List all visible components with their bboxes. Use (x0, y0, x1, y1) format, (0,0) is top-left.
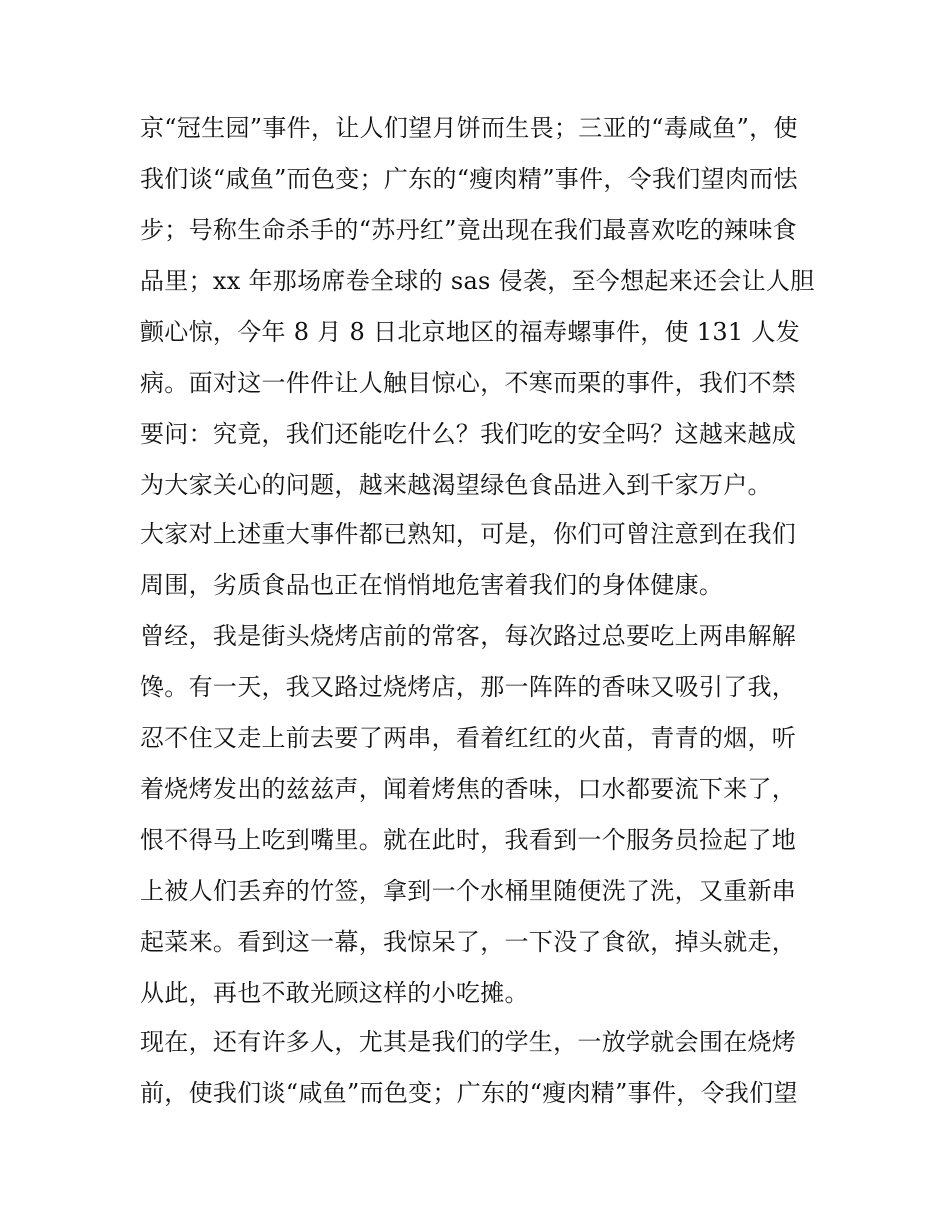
text-line: 京“冠生园”事件，让人们望月饼而生畏；三亚的“毒咸鱼”，使 (140, 114, 798, 142)
text-line: 周围，劣质食品也正在悄悄地危害着我们的身体健康。 (140, 571, 724, 599)
text-line: 要问：究竟，我们还能吃什么？我们吃的安全吗？这越来越成 (140, 420, 797, 448)
text-line: 现在，还有许多人，尤其是我们的学生，一放学就会围在烧烤 (140, 1028, 797, 1056)
text-line: 忍不住又走上前去要了两串，看着红红的火苗，青青的烟，听 (140, 724, 797, 752)
text-line: 恨不得马上吃到嘴里。就在此时，我看到一个服务员捡起了地 (140, 826, 797, 854)
text-line: 馋。有一天，我又路过烧烤店，那一阵阵的香味又吸引了我， (140, 673, 797, 701)
text-line: 为大家关心的问题，越来越渴望绿色食品进入到千家万户。 (140, 471, 772, 499)
text-line: 着烧烤发出的兹兹声，闻着烤焦的香味，口水都要流下来了， (140, 775, 797, 803)
text-line: 起菜来。看到这一幕，我惊呆了，一下没了食欲，掉头就走， (140, 928, 797, 956)
text-line: 上被人们丢弃的竹签，拿到一个水桶里随便洗了洗，又重新串 (140, 877, 797, 905)
text-line: 前，使我们谈“咸鱼”而色变；广东的“瘦肉精”事件，令我们望 (140, 1079, 798, 1107)
text-line: 从此，再也不敢光顾这样的小吃摊。 (140, 979, 529, 1007)
text-line: 颤心惊，今年 8 月 8 日北京地区的福寿螺事件，使 131 人发 (140, 318, 801, 346)
text-line: 品里；xx 年那场席卷全球的 sas 侵袭，至今想起来还会让人胆 (140, 267, 815, 295)
text-line: 大家对上述重大事件都已熟知，可是，你们可曾注意到在我们 (140, 520, 797, 548)
text-line: 曾经，我是街头烧烤店前的常客，每次路过总要吃上两串解解 (140, 622, 797, 650)
text-line: 病。面对这一件件让人触目惊心，不寒而栗的事件，我们不禁 (140, 369, 797, 397)
text-line: 我们谈“咸鱼”而色变；广东的“瘦肉精”事件，令我们望肉而怯 (140, 165, 798, 193)
text-line: 步；号称生命杀手的“苏丹红”竟出现在我们最喜欢吃的辣味食 (140, 216, 797, 244)
